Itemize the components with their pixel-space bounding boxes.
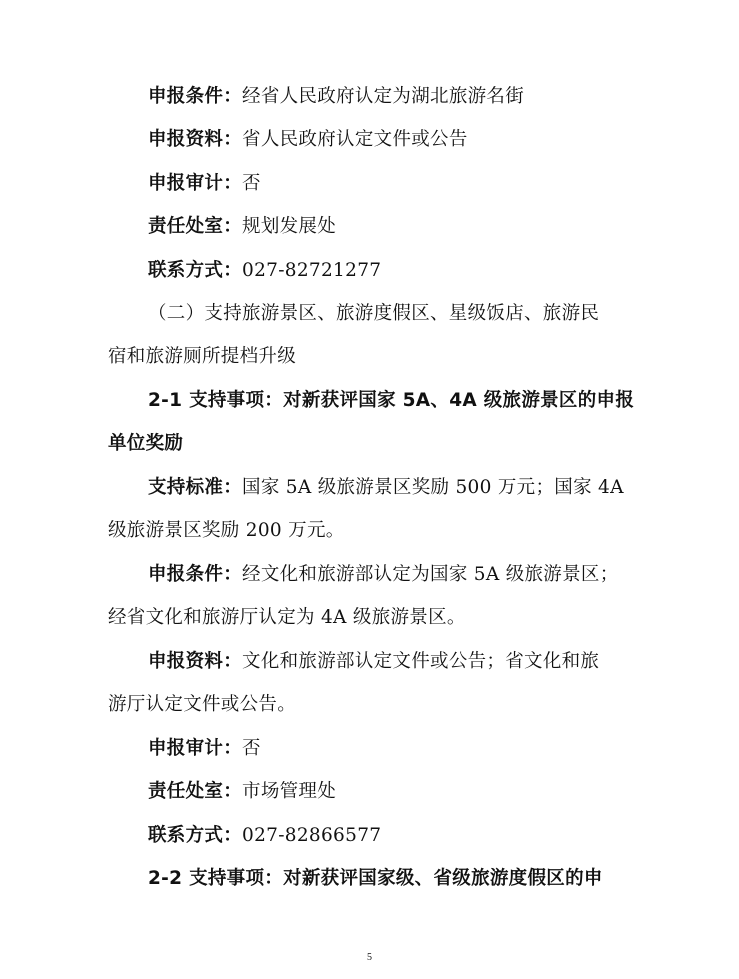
line-declaration-materials-2 — [148, 649, 638, 675]
field-label: 申报条件： — [148, 564, 243, 585]
field-value: 027-82721277 — [242, 260, 382, 281]
field-label: 申报条件： — [148, 86, 243, 107]
field-label: 支持标准： — [148, 477, 243, 498]
field-value: 国家 5A 级旅游景区奖励 500 万元；国家 4A — [242, 477, 624, 498]
line-declaration-audit-2 — [148, 736, 638, 762]
line-declaration-conditions-2-cont: 经省文化和旅游厅认定为 4A 级旅游景区。 — [108, 607, 466, 628]
field-label: 联系方式： — [148, 825, 243, 846]
line-contact-2 — [148, 823, 638, 849]
line-declaration-materials-2-cont: 游厅认定文件或公告。 — [108, 694, 297, 715]
field-value: 否 — [242, 738, 261, 759]
field-value: 否 — [242, 173, 261, 194]
line-declaration-conditions-2 — [148, 562, 638, 588]
section-heading-line-2: 宿和旅游厕所提档升级 — [108, 346, 297, 367]
line-declaration-materials — [148, 127, 638, 153]
field-label: 申报资料： — [148, 651, 243, 672]
line-declaration-audit — [148, 171, 638, 197]
field-label: 申报资料： — [148, 129, 243, 150]
field-value: 文化和旅游部认定文件或公告；省文化和旅 — [242, 651, 600, 672]
field-label: 联系方式： — [148, 260, 243, 281]
item-heading-2-1-line-2: 单位奖励 — [108, 433, 184, 454]
field-value: 经文化和旅游部认定为国家 5A 级旅游景区； — [242, 564, 619, 585]
line-support-standard-cont: 级旅游景区奖励 200 万元。 — [108, 520, 345, 541]
field-value: 经省人民政府认定为湖北旅游名街 — [242, 86, 525, 107]
field-value: 市场管理处 — [242, 781, 337, 802]
field-value: 省人民政府认定文件或公告 — [242, 129, 468, 150]
line-contact — [148, 258, 638, 284]
line-declaration-conditions — [148, 84, 638, 110]
item-heading-2-2-line-1: 2-2 支持事项：对新获评国家级、省级旅游度假区的申 — [148, 868, 603, 889]
field-value: 规划发展处 — [242, 216, 337, 237]
item-heading-2-1-line-1: 2-1 支持事项：对新获评国家 5A、4A 级旅游景区的申报 — [148, 390, 635, 411]
section-heading-line-1: （二）支持旅游景区、旅游度假区、星级饭店、旅游民 — [148, 303, 600, 324]
page-number: 5 — [367, 952, 372, 963]
field-value: 027-82866577 — [242, 825, 382, 846]
line-responsible-office — [148, 214, 638, 240]
line-support-standard — [148, 475, 638, 501]
field-label: 责任处室： — [148, 216, 243, 237]
field-label: 申报审计： — [148, 173, 243, 194]
line-responsible-office-2 — [148, 779, 638, 805]
field-label: 申报审计： — [148, 738, 243, 759]
field-label: 责任处室： — [148, 781, 243, 802]
